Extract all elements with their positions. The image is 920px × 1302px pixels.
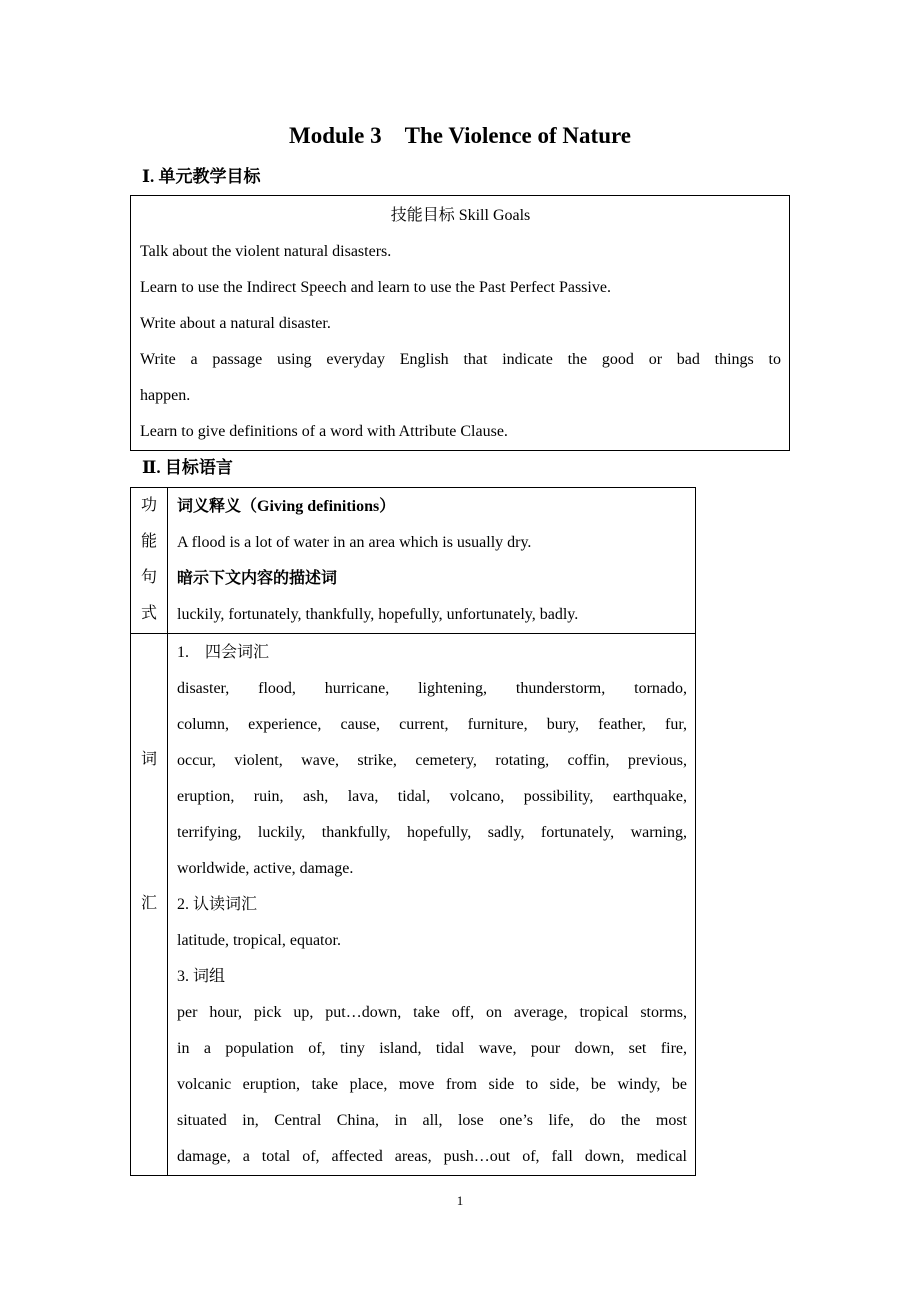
function-label-cell (131, 488, 168, 634)
function-label-char: 功 (140, 497, 157, 514)
function-label-char: 式 (140, 605, 157, 622)
vocab-part-title: 3. 词组 (177, 968, 226, 985)
document-title: Module 3 The Violence of Nature (289, 123, 631, 148)
function-label-char: 句 (140, 569, 157, 586)
section-heading-teaching-goals: Ⅰ. 单元教学目标 (142, 167, 261, 186)
vocab-line: eruption, ruin, ash, lava, tidal, volcano, possibility, earthquake, (177, 788, 687, 805)
vocabulary-label-cell (131, 634, 168, 1176)
vocabulary-row (131, 634, 696, 1176)
phrase-line: situated in, Central China, in all, lose one’s life, do the most (177, 1112, 687, 1129)
vocab-line: column, experience, cause, current, furniture, bury, feather, fur, (177, 716, 687, 733)
skill-goal-line: Learn to give definitions of a word with Attribute Clause. (140, 423, 508, 440)
skill-goal-line: Learn to use the Indirect Speech and learn to use the Past Perfect Passive. (140, 279, 611, 296)
vocabulary-content-cell (168, 634, 696, 1176)
function-example: A flood is a lot of water in an area which is usually dry. (177, 534, 532, 551)
vocab-line: worldwide, active, damage. (177, 860, 354, 877)
vocabulary-label-char: 词 (140, 751, 157, 768)
skill-goal-line: Talk about the violent natural disasters. (140, 243, 392, 260)
phrase-line: volcanic eruption, take place, move from side to side, be windy, be (177, 1076, 687, 1093)
vocab-line: latitude, tropical, equator. (177, 932, 341, 949)
target-language-table (130, 487, 696, 1176)
vocab-line: disaster, flood, hurricane, lightening, thunderstorm, tornado, (177, 680, 687, 697)
function-row (131, 488, 696, 634)
function-example: luckily, fortunately, thankfully, hopefully, unfortunately, badly. (177, 606, 579, 623)
skill-goal-line: Write about a natural disaster. (140, 315, 331, 332)
vocab-part-title: 2. 认读词汇 (177, 896, 258, 913)
phrase-line: in a population of, tiny island, tidal wave, pour down, set fire, (177, 1040, 687, 1057)
skill-goal-line: happen. (140, 387, 191, 404)
phrase-line: per hour, pick up, put…down, take off, on average, tropical storms, (177, 1004, 687, 1021)
function-label-char: 能 (140, 533, 157, 550)
skill-goals-title: 技能目标 Skill Goals (390, 207, 531, 224)
vocab-line: terrifying, luckily, thankfully, hopefully, sadly, fortunately, warning, (177, 824, 687, 841)
function-subheading: 暗示下文内容的描述词 (177, 570, 338, 587)
vocabulary-label-char: 汇 (140, 895, 157, 912)
section-heading-target-language: Ⅱ. 目标语言 (142, 458, 233, 477)
skill-goal-line: Write a passage using everyday English that indicate the good or bad things to (140, 351, 781, 368)
phrase-line: damage, a total of, affected areas, push…out of, fall down, medical (177, 1148, 687, 1165)
function-subheading: 词义释义（Giving definitions） (177, 498, 396, 515)
page-number: 1 (456, 1193, 464, 1208)
skill-goals-box (130, 195, 790, 451)
function-content-cell (168, 488, 696, 634)
vocab-line: occur, violent, wave, strike, cemetery, rotating, coffin, previous, (177, 752, 687, 769)
vocab-part-title: 1. 四会词汇 (177, 644, 270, 661)
